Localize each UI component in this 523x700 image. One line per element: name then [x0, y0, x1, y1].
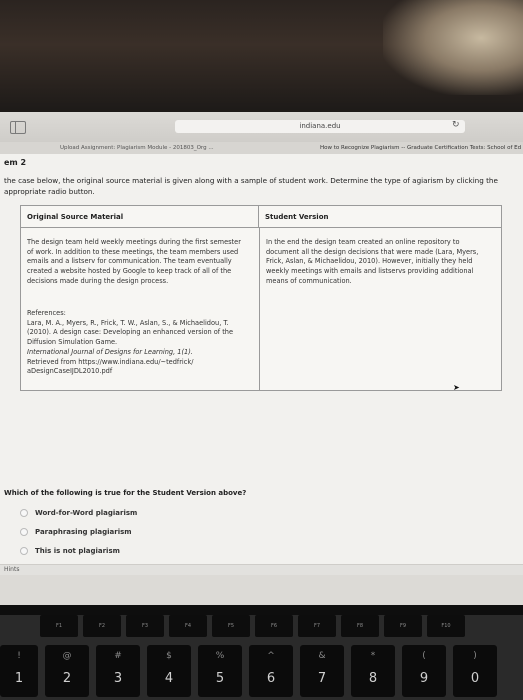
question-text: Which of the following is true for the Student Version above? [4, 489, 247, 497]
key-number: 9 [419, 671, 429, 686]
fkey: F2 [83, 615, 121, 637]
key-symbol: # [114, 651, 122, 661]
key-symbol: & [318, 651, 326, 661]
option-word-for-word[interactable]: Word-for-Word plagiarism [35, 509, 138, 517]
radio-not-plagiarism[interactable] [20, 547, 28, 555]
laptop-screen [0, 112, 523, 605]
key-symbol: ( [422, 651, 426, 661]
laptop-bezel [0, 605, 523, 615]
key-symbol: % [215, 651, 225, 661]
sidebar-toggle-icon[interactable] [10, 121, 26, 134]
fkey: F5 [212, 615, 250, 637]
column-divider [259, 228, 260, 390]
address-bar[interactable]: indiana.edu [175, 120, 465, 133]
radio-word-for-word[interactable] [20, 509, 28, 517]
tab-upload-assignment[interactable]: Upload Assignment: Plagiarism Module - 201803_Org ... [60, 145, 214, 151]
tab-recognize-plagiarism[interactable]: How to Recognize Plagiarism -- Graduate Certification Tests: School of Ed [320, 145, 522, 151]
mouse-cursor-icon: ➤ [453, 383, 460, 392]
key-7 [300, 645, 344, 697]
hints-link[interactable]: Hints [4, 566, 20, 573]
reference-citation: Lara, M. A., Myers, R., Frick, T. W., Aslan, S., & Michaelidou, T. (2010). A design case: Developing an enhanced version of the Diffusion Simulation Game. [27, 318, 234, 347]
page-footer [0, 575, 523, 605]
key-symbol: $ [166, 651, 172, 661]
key-number: 1 [14, 671, 24, 686]
fkey: F3 [126, 615, 164, 637]
key-number: 3 [113, 671, 123, 686]
fkey: F9 [384, 615, 422, 637]
key-6 [249, 645, 293, 697]
fkey: F8 [341, 615, 379, 637]
key-number: 0 [470, 671, 480, 686]
page-content [0, 154, 523, 605]
key-8 [351, 645, 395, 697]
background-blur [0, 0, 523, 112]
key-symbol: ^ [267, 651, 275, 661]
key-symbol: @ [62, 651, 72, 661]
case-table [20, 205, 502, 391]
key-1 [0, 645, 38, 697]
column-header-original: Original Source Material [21, 206, 259, 228]
student-text: In the end the design team created an online repository to document all the design decisions that were made (Lara, Myers, Frick, Aslan, & Michaelidou, 2010). However, initially they held weekly meetings with emails and listservs providing additional means of communication. [266, 238, 479, 285]
key-symbol: ! [17, 651, 21, 661]
key-number: 7 [317, 671, 327, 686]
key-number: 4 [164, 671, 174, 686]
key-4 [147, 645, 191, 697]
page-title: em 2 [4, 158, 27, 167]
reload-icon[interactable]: ↻ [452, 120, 460, 130]
key-5 [198, 645, 242, 697]
instructions: the case below, the original source material is given along with a sample of student work. Determine the type of agiarism by clicking the appropriate radio button. [4, 176, 498, 196]
key-symbol: ) [473, 651, 477, 661]
source-text: The design team held weekly meetings during the first semester of work. In addition to these meetings, the team members used emails and a listserv for communication. The team eventually created a website hosted by Google to keep track of all of the decisions made during the design process. [27, 238, 241, 285]
keyboard [0, 615, 523, 700]
fkey: F6 [255, 615, 293, 637]
references-label: References: [27, 309, 66, 317]
key-symbol: * [370, 651, 376, 661]
radio-paraphrasing[interactable] [20, 528, 28, 536]
key-number: 8 [368, 671, 378, 686]
browser-toolbar [0, 112, 523, 143]
key-3 [96, 645, 140, 697]
option-paraphrasing[interactable]: Paraphrasing plagiarism [35, 528, 132, 536]
key-0 [453, 645, 497, 697]
fkey: F4 [169, 615, 207, 637]
key-number: 6 [266, 671, 276, 686]
reference-link[interactable]: Retrieved from https://www.indiana.edu/~tedfrick/ aDesignCaseIJDL2010.pdf [27, 357, 194, 376]
fkey: F7 [298, 615, 336, 637]
hints-bar [0, 564, 523, 575]
fkey: F10 [427, 615, 465, 637]
background-light [383, 0, 523, 95]
reference-journal: International Journal of Designs for Learning, 1(1). [27, 347, 193, 356]
fkey: F1 [40, 615, 78, 637]
option-not-plagiarism[interactable]: This is not plagiarism [35, 547, 120, 555]
references [27, 309, 249, 377]
key-number: 2 [62, 671, 72, 686]
column-header-student: Student Version [259, 206, 501, 228]
key-number: 5 [215, 671, 225, 686]
key-9 [402, 645, 446, 697]
key-2 [45, 645, 89, 697]
